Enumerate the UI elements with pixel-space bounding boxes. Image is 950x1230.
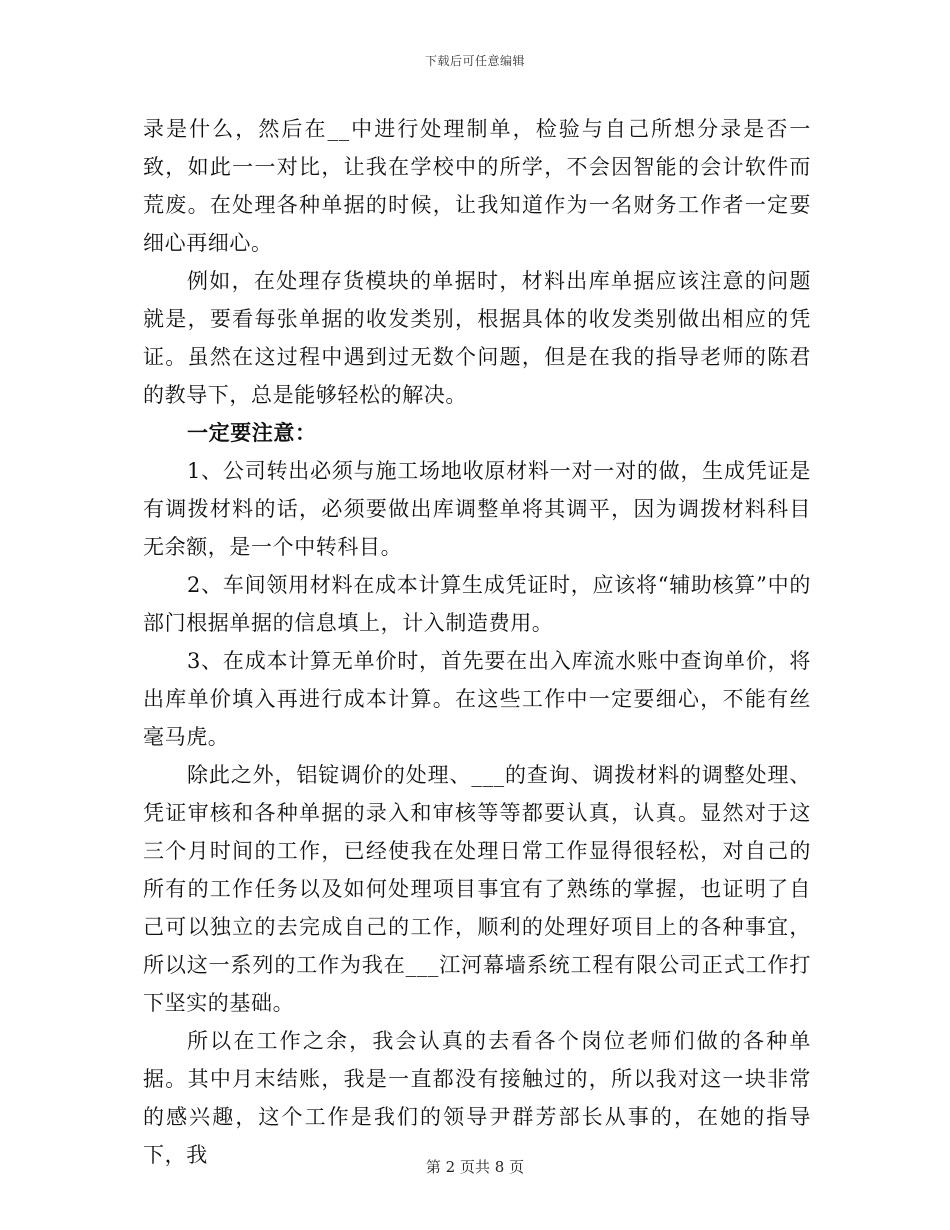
section-heading: 一定要注意： xyxy=(187,420,317,445)
list-item-3: 3、在成本计算无单价时，首先要在出入库流水账中查询单价，将出库单价填入再进行成本计算。在这些工作中一定要细心，不能有丝毫马虎。 xyxy=(143,649,811,749)
list-item-2: 2、车间领用材料在成本计算生成凭证时，应该将“辅助核算”中的部门根据单据的信息填上，计入制造费用。 xyxy=(143,573,811,635)
document-body xyxy=(143,110,811,1174)
page-number: 第 2 页共 8 页 xyxy=(425,1158,525,1176)
paragraph-continuation: 录是什么，然后在__中进行处理制单，检验与自己所想分录是否一致，如此一一对比，让我在学校中的所学，不会因智能的会计软件而荒废。在处理各种单据的时候，让我知道作为一名财务工作者一定要细心再细心。 xyxy=(143,117,811,255)
paragraph-after-work: 所以在工作之余，我会认真的去看各个岗位老师们做的各种单据。其中月末结账，我是一直都没有接触过的，所以我对这一块非常的感兴趣，这个工作是我们的领导尹群芳部长从事的，在她的指导下，我 xyxy=(143,1029,811,1167)
paragraph-example: 例如，在处理存货模块的单据时，材料出库单据应该注意的问题就是，要看每张单据的收发类别，根据具体的收发类别做出相应的凭证。虽然在这过程中遇到过无数个问题，但是在我的指导老师的陈君的教导下，总是能够轻松的解决。 xyxy=(143,269,811,407)
paragraph-besides: 除此之外，铝锭调价的处理、___的查询、调拨材料的调整处理、凭证审核和各种单据的录入和审核等等都要认真，认真。显然对于这三个月时间的工作，已经使我在处理日常工作显得很轻松，对自己的所有的工作任务以及如何处理项目事宜有了熟练的掌握，也证明了自己可以独立的去完成自己的工作，顺利的处理好项目上的各种事宜，所以这一系列的工作为我在___江河幕墙系统工程有限公司正式工作打下坚实的基础。 xyxy=(143,763,811,1015)
page-header: 下载后可任意编辑 xyxy=(424,54,525,68)
list-item-1: 1、公司转出必须与施工场地收原材料一对一对的做，生成凭证是有调拨材料的话，必须要做出库调整单将其调平，因为调拨材料科目无余额，是一个中转科目。 xyxy=(143,459,811,559)
